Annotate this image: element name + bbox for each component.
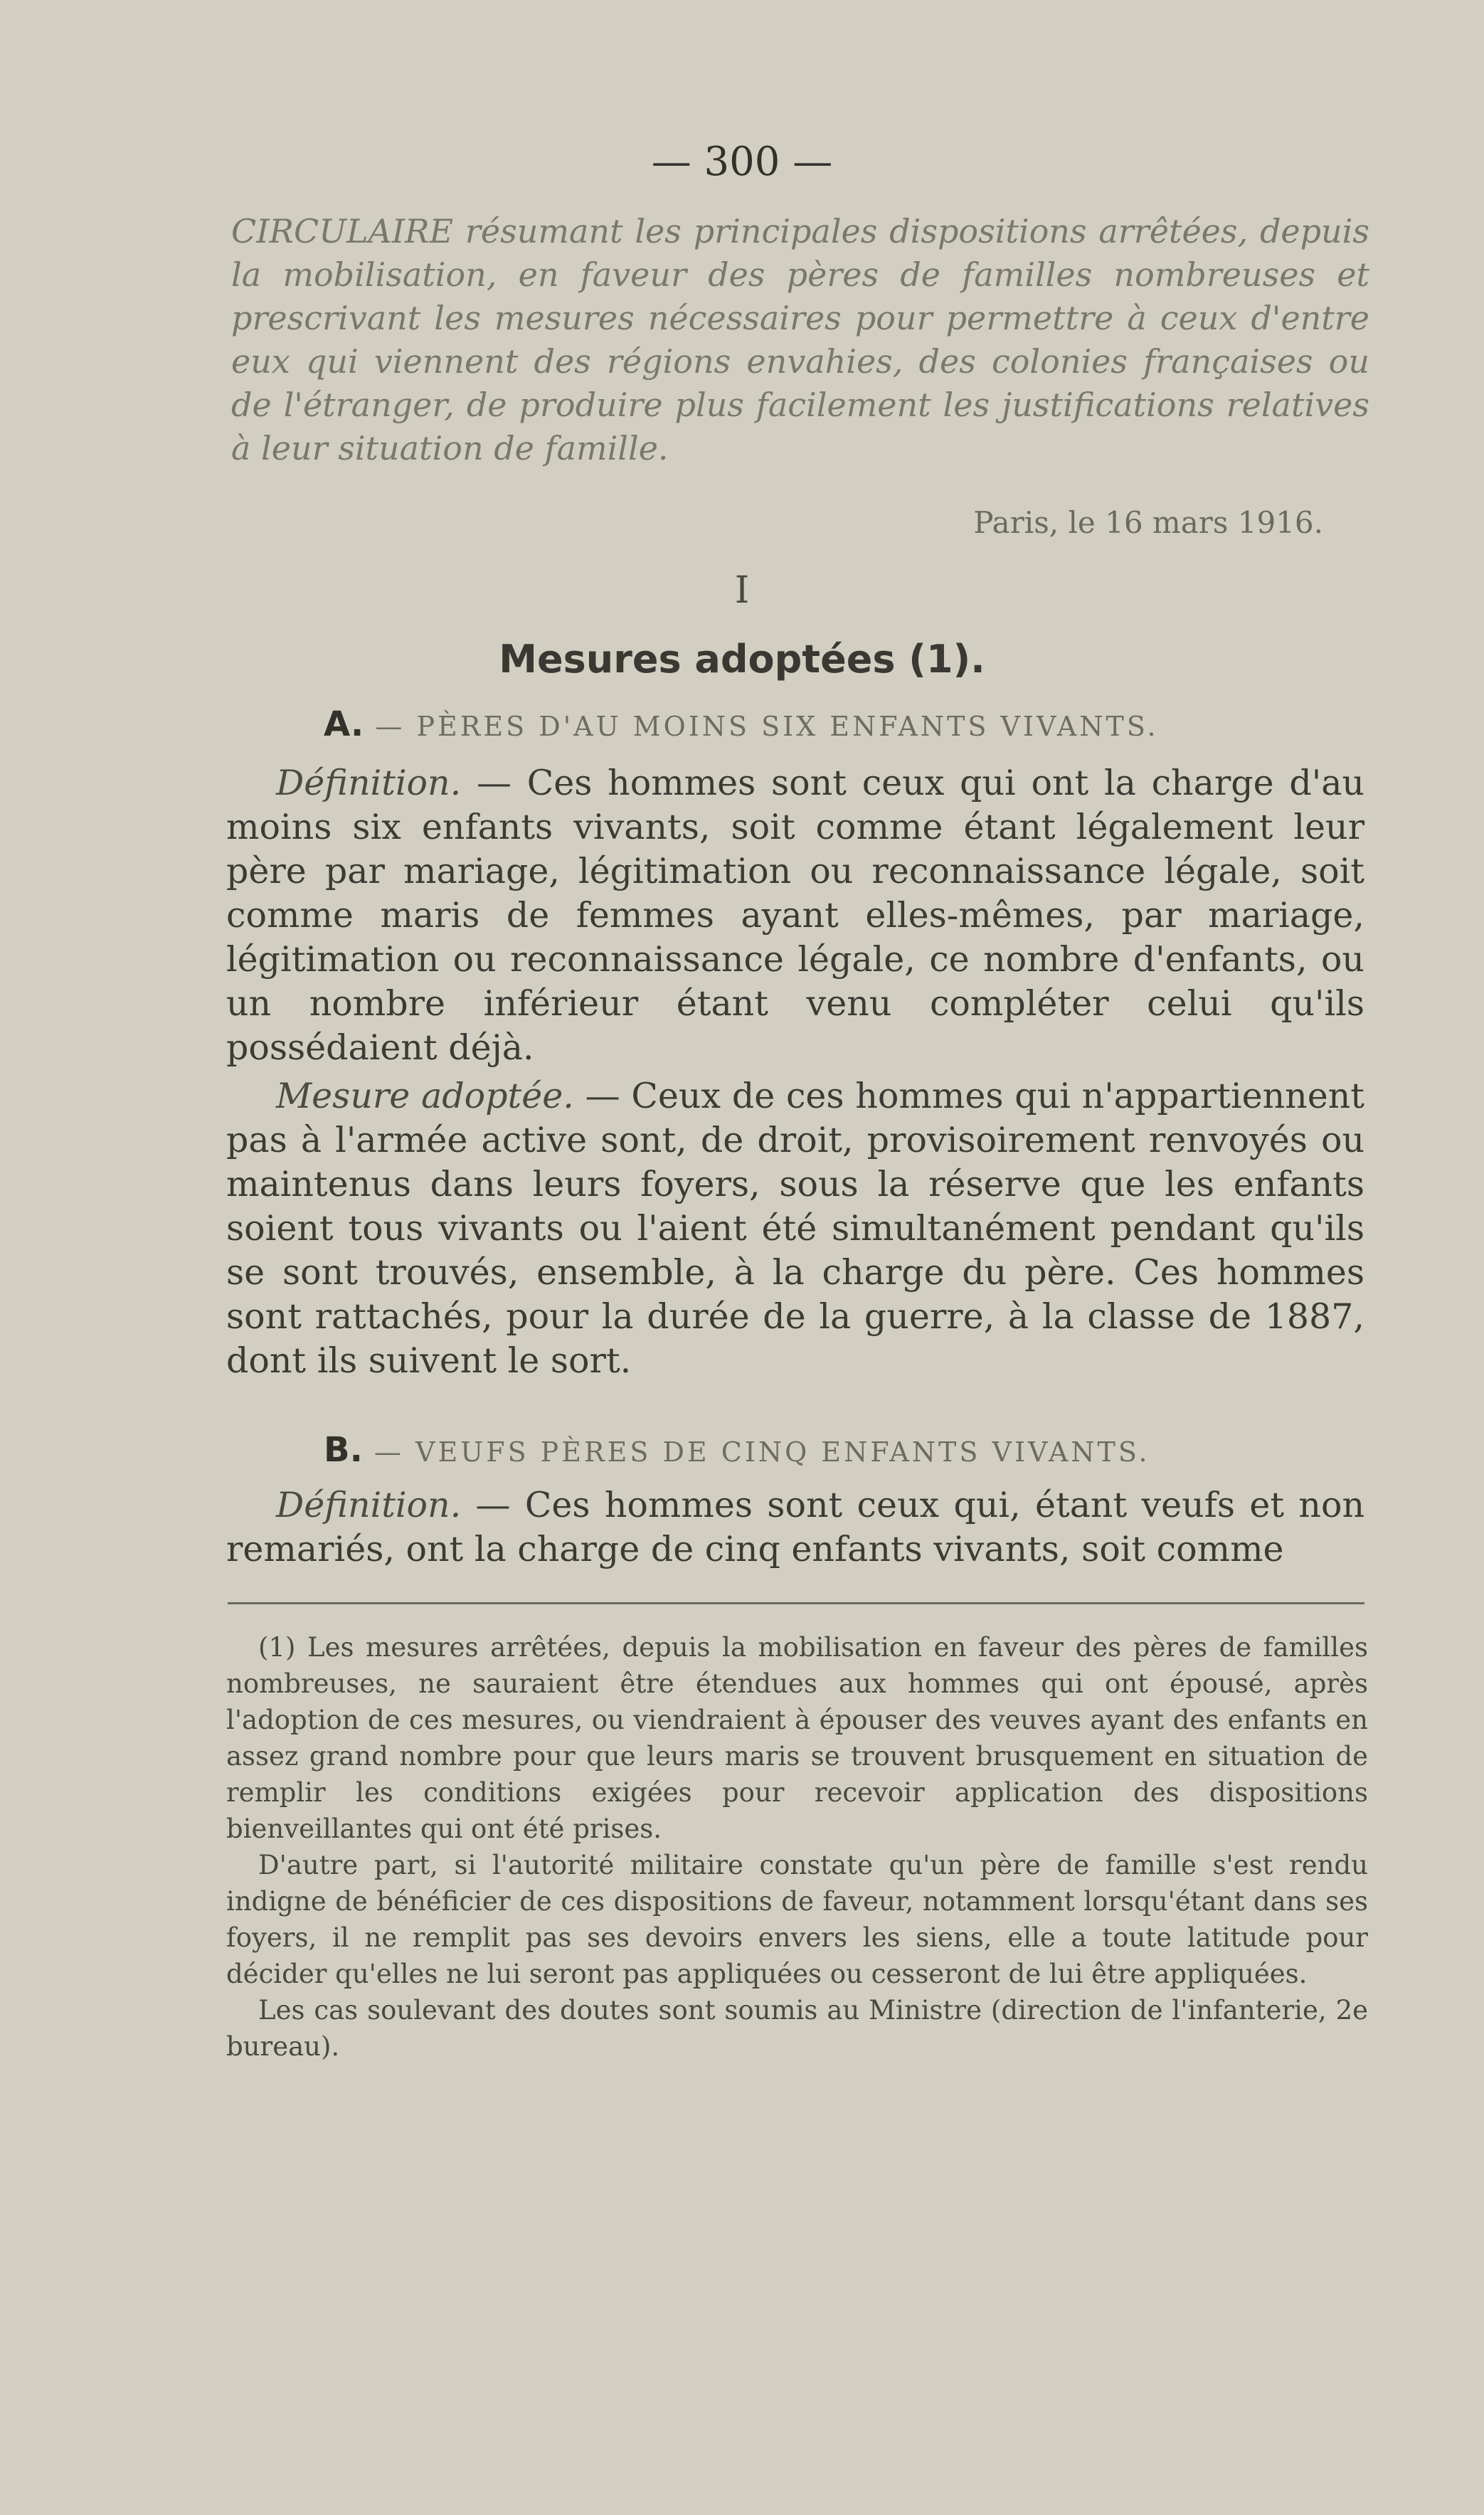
footnotes: [226, 1629, 1368, 2065]
measure-text: — Ceux de ces hommes qui n'appartiennent pas à l'armée active sont, de droit, provisoirement renvoyés ou maintenus dans leurs foyers, sous la réserve que les enfants soient tous vivants ou l'aient été simultanément pendant qu'ils se sont trouvés, ensemble, à la charge du père. Ces hommes sont rattachés, pour la durée de la guerre, à la classe de 1887, dont ils suivent le sort.: [226, 1076, 1364, 1381]
subsection-b-definition: [226, 1483, 1364, 1572]
footnote-paragraph-2: D'autre part, si l'autorité militaire constate qu'un père de famille s'est rendu indigne de bénéficier de ces dispositions de faveur, notamment lorsqu'étant dans ses foyers, il ne remplit pas ses devoirs envers les siens, elle a toute latitude pour décider qu'elles ne lui seront pas appliquées ou cesseront de lui être appliquées.: [226, 1850, 1368, 1989]
section-title: Mesures adoptées (1).: [499, 637, 985, 682]
page-number: — 300 —: [651, 139, 833, 185]
definition-text-b: — Ces hommes sont ceux qui, étant veufs et non remariés, ont la charge de cinq enfants vivants, soit comme: [226, 1485, 1364, 1569]
footnote-paragraph-3: Les cas soulevant des doutes sont soumis au Ministre (direction de l'infanterie, 2e bureau).: [226, 1995, 1368, 2062]
dateline: Paris, le 16 mars 1916.: [973, 505, 1323, 540]
subsection-b-title: — VEUFS PÈRES DE CINQ ENFANTS VIVANTS.: [373, 1436, 1150, 1468]
definition-text: — Ces hommes sont ceux qui ont la charge d'au moins six enfants vivants, soit comme étant légalement leur père par mariage, légitimation ou reconnaissance légale, soit comme maris de femmes ayant elles-mêmes, par mariage, légitimation ou reconnaissance légale, ce nombre d'enfants, ou un nombre inférieur étant venu compléter celui qu'ils possédaient déjà.: [226, 763, 1364, 1068]
section-number: I: [734, 569, 750, 612]
subsection-a-definition: [226, 761, 1364, 1070]
subsection-a-measure: [226, 1074, 1364, 1383]
footnote-divider: [228, 1602, 1364, 1604]
circular-heading: CIRCULAIRE résumant les principales dispositions arrêtées, depuis la mobilisation, en faveur des pères de familles nombreuses et prescrivant les mesures nécessaires pour permettre à ceux d'entre eux qui viennent des régions envahies, des colonies françaises ou de l'étranger, de produire plus facilement les justifications relatives à leur situation de famille.: [231, 212, 1369, 467]
subsection-b-letter: B.: [324, 1430, 363, 1470]
subsection-b-heading: [324, 1430, 1391, 1470]
measure-label: Mesure adoptée.: [276, 1076, 574, 1116]
definition-label: Définition.: [276, 763, 462, 803]
subsection-a-title: — PÈRES D'AU MOINS SIX ENFANTS VIVANTS.: [375, 711, 1159, 742]
subsection-a-heading: [324, 704, 1391, 744]
footnote-1: (1) Les mesures arrêtées, depuis la mobilisation en faveur des pères de familles nombreuses, ne sauraient être étendues aux hommes qui ont épousé, après l'adoption de ces mesures, ou viendraient à épouser des veuves ayant des enfants en assez grand nombre pour que leurs maris se trouvent brusquement en situation de remplir les conditions exigées pour recevoir application des dispositions bienveillantes qui ont été prises.: [226, 1632, 1368, 1844]
definition-label-b: Définition.: [276, 1485, 462, 1525]
subsection-a-letter: A.: [324, 704, 364, 744]
